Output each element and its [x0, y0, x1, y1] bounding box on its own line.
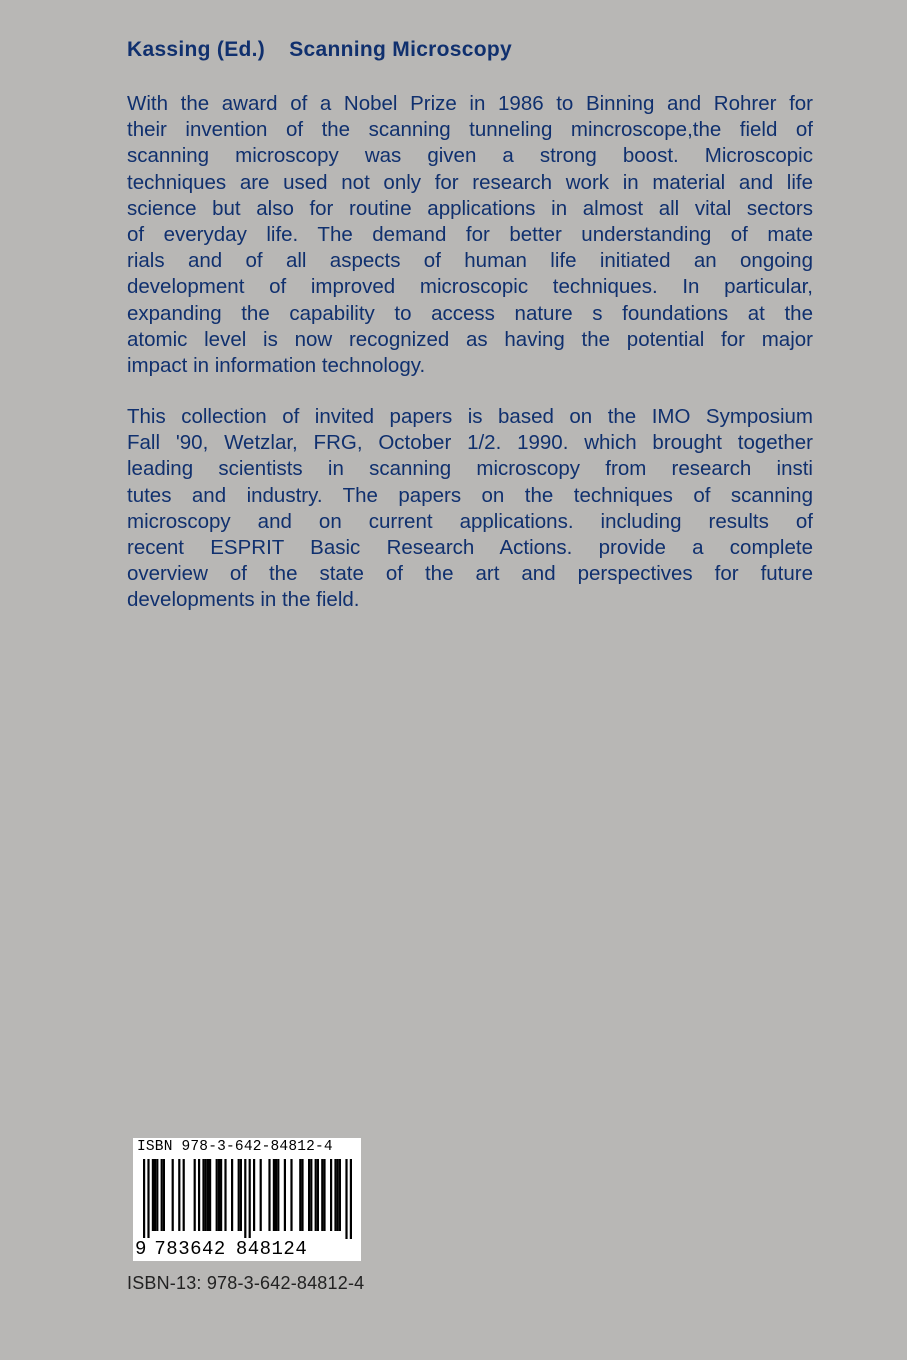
barcode-bar: [301, 1159, 303, 1231]
description-paragraph-2: [127, 404, 813, 614]
text-line: tutes and industry. The papers on the techniques of scanning: [127, 483, 813, 507]
text-line: scanning microscopy was given a strong boost. Microscopic: [127, 144, 813, 168]
text-line: their invention of the scanning tunneling mincroscope,the field of: [127, 118, 813, 142]
barcode-bar: [172, 1159, 174, 1231]
text-line: developments in the field.: [127, 588, 360, 612]
barcode-bar: [345, 1159, 347, 1239]
barcode-bar: [224, 1159, 226, 1231]
book-title: Scanning Microscopy: [289, 38, 512, 61]
barcode-digit-first: 9: [135, 1238, 147, 1260]
text-line: This collection of invited papers is based on the IMO Symposium: [127, 405, 813, 428]
barcode-bar: [268, 1159, 270, 1231]
text-line: development of improved microscopic techniques. In particular,: [127, 275, 813, 299]
cover-header: [127, 38, 512, 62]
barcode-bar: [198, 1159, 200, 1231]
text-line: science but also for routine applications in almost all vital sectors: [127, 196, 813, 220]
text-line: atomic level is now recognized as having the potential for major: [127, 327, 813, 351]
barcode-bar: [209, 1159, 211, 1231]
barcode-bar: [290, 1159, 292, 1231]
barcode-digits: [135, 1238, 307, 1260]
barcode-bar: [284, 1159, 286, 1231]
barcode-bar: [339, 1159, 341, 1231]
barcode-bar: [273, 1159, 275, 1231]
barcode-bars-icon: [137, 1159, 357, 1239]
barcode-bar: [216, 1159, 218, 1231]
text-line: microscopy and on current applications. including results of: [127, 509, 813, 533]
text-line: With the award of a Nobel Prize in 1986 to Binning and Rohrer for: [127, 92, 813, 115]
text-line: rials and of all aspects of human life initiated an ongoing: [127, 249, 813, 273]
text-line: impact in information technology.: [127, 354, 426, 378]
barcode-bar: [299, 1159, 301, 1231]
barcode-bar: [308, 1159, 310, 1231]
barcode-bar: [315, 1159, 317, 1231]
barcode-bar: [337, 1159, 339, 1231]
barcode-bar: [218, 1159, 220, 1231]
barcode-bar: [194, 1159, 196, 1231]
barcode-bar: [152, 1159, 154, 1231]
barcode-bar: [161, 1159, 163, 1231]
barcode-bar: [249, 1159, 251, 1239]
barcode-bar: [220, 1159, 222, 1231]
barcode-bar: [244, 1159, 246, 1239]
text-line: techniques are used not only for research work in material and life: [127, 170, 813, 194]
barcode-bar: [178, 1159, 180, 1231]
barcode-bar: [163, 1159, 165, 1231]
text-line: leading scientists in scanning microscopy from research insti: [127, 457, 813, 481]
barcode-bar: [321, 1159, 323, 1231]
barcode-bar: [238, 1159, 240, 1231]
barcode-bar: [323, 1159, 325, 1231]
text-line: overview of the state of the art and perspectives for future: [127, 562, 813, 586]
barcode-bar: [277, 1159, 279, 1231]
text-line: recent ESPRIT Basic Research Actions. provide a complete: [127, 536, 813, 560]
barcode-isbn-label: ISBN 978-3-642-84812-4: [137, 1139, 333, 1155]
barcode-bar: [207, 1159, 209, 1231]
description-paragraph-1: [127, 91, 813, 379]
barcode-bar: [143, 1159, 145, 1239]
text-line: of everyday life. The demand for better understanding of mate: [127, 223, 813, 247]
barcode-bar: [275, 1159, 277, 1231]
barcode-bar: [350, 1159, 352, 1239]
barcode: [133, 1138, 361, 1261]
barcode-bar: [231, 1159, 233, 1231]
barcode-bar: [253, 1159, 255, 1231]
barcode-bar: [183, 1159, 185, 1231]
barcode-bar: [154, 1159, 156, 1231]
barcode-bar: [205, 1159, 207, 1231]
barcode-bar: [310, 1159, 312, 1231]
isbn-13-text: ISBN-13: 978-3-642-84812-4: [127, 1273, 365, 1293]
barcode-bar: [330, 1159, 332, 1231]
barcode-bar: [156, 1159, 158, 1231]
text-line: Fall '90, Wetzlar, FRG, October 1/2. 1990. which brought together: [127, 431, 813, 455]
barcode-bar: [147, 1159, 149, 1239]
editor-name: Kassing (Ed.): [127, 38, 266, 61]
barcode-digits-group-2: 848124: [235, 1238, 308, 1260]
barcode-bar: [260, 1159, 262, 1231]
barcode-digits-group-1: 783642: [154, 1238, 226, 1260]
text-line: expanding the capability to access nature s foundations at the: [127, 301, 813, 325]
barcode-bar: [317, 1159, 319, 1231]
barcode-bar: [240, 1159, 242, 1231]
barcode-bar: [202, 1159, 204, 1231]
barcode-bar: [334, 1159, 336, 1231]
